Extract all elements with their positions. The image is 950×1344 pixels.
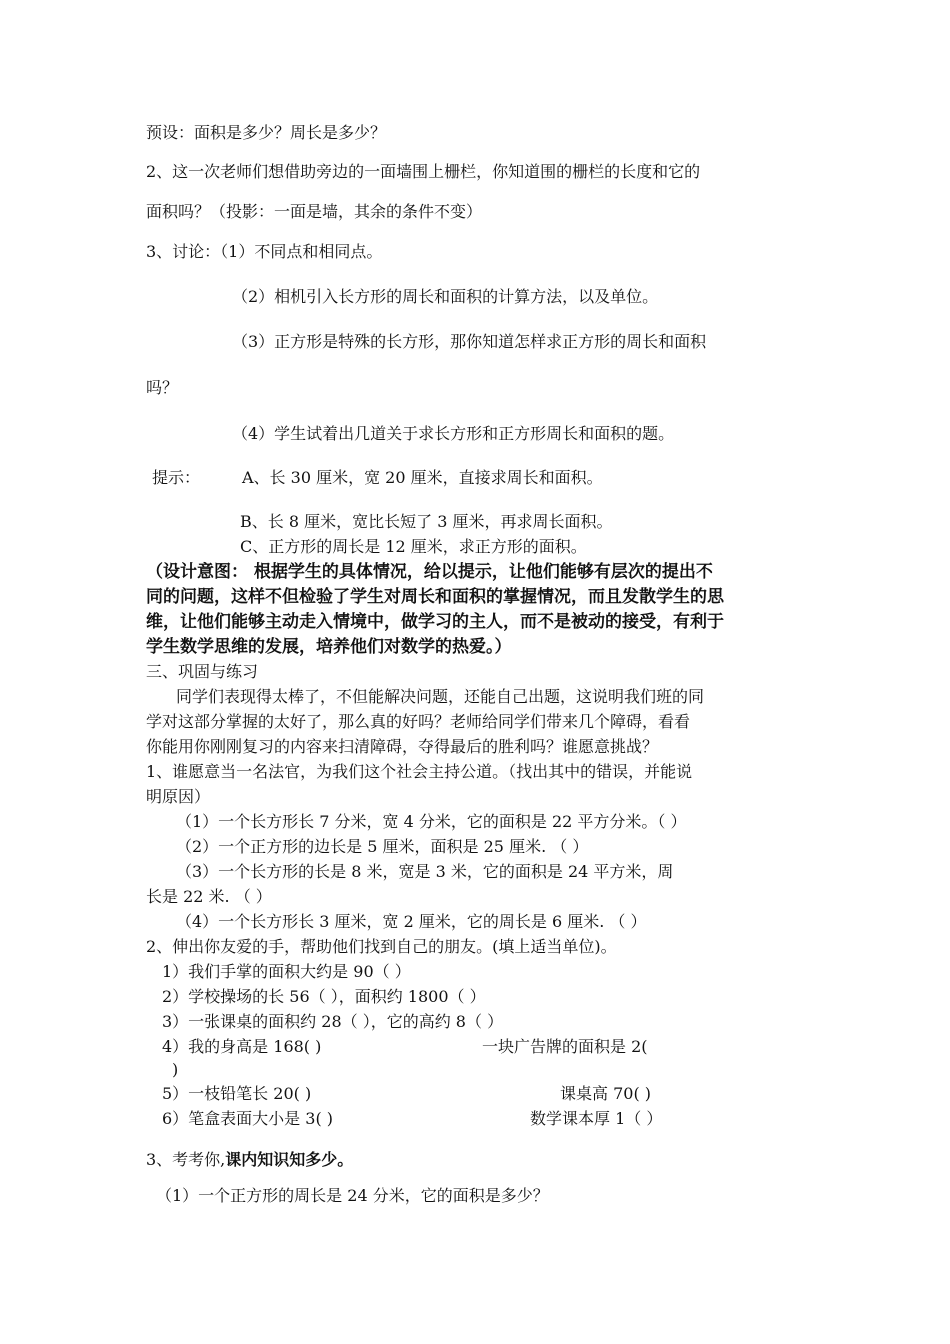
text-line: 你能用你刚刚复习的内容来扫清障碍，夺得最后的胜利吗？谁愿意挑战？ bbox=[146, 737, 659, 756]
text-line: （1）一个正方形的周长是 24 分米，它的面积是多少？ bbox=[156, 1186, 549, 1205]
hint-label: 提示： bbox=[152, 468, 201, 487]
text-line: （3）正方形是特殊的长方形，那你知道怎样求正方形的周长和面积 bbox=[232, 332, 707, 351]
text-line: 2、伸出你友爱的手，帮助他们找到自己的朋友。(填上适当单位)。 bbox=[146, 937, 617, 956]
text-line: 长是 22 米. （ ） bbox=[146, 887, 272, 906]
text-line: （2）相机引入长方形的周长和面积的计算方法，以及单位。 bbox=[232, 287, 659, 306]
text-line: 明原因） bbox=[146, 787, 211, 806]
design-intent-line: 同的问题，这样不但检验了学生对周长和面积的掌握情况，而且发散学生的思 bbox=[146, 587, 724, 607]
text-line: （4）学生试着出几道关于求长方形和正方形周长和面积的题。 bbox=[232, 424, 675, 443]
text-line: C、正方形的周长是 12 厘米，求正方形的面积。 bbox=[240, 537, 587, 556]
text-line: 6）笔盒表面大小是 3( ) bbox=[162, 1109, 334, 1128]
text-line bbox=[146, 1150, 353, 1170]
text-line: （3）一个长方形的长是 8 米，宽是 3 米，它的面积是 24 平方米，周 bbox=[176, 862, 674, 881]
section-heading: 三、巩固与练习 bbox=[146, 662, 259, 681]
text-line: A、长 30 厘米，宽 20 厘米，直接求周长和面积。 bbox=[242, 468, 603, 487]
text-line: （4）一个长方形长 3 厘米，宽 2 厘米，它的周长是 6 厘米. （ ） bbox=[176, 912, 647, 931]
text-line: （1）一个长方形长 7 分米，宽 4 分米，它的面积是 22 平方分米。（ ） bbox=[176, 812, 687, 831]
design-intent-line: （设计意图： 根据学生的具体情况，给以提示，让他们能够有层次的提出不 bbox=[146, 562, 713, 582]
text-line: 同学们表现得太棒了，不但能解决问题，还能自己出题，这说明我们班的同 bbox=[176, 687, 705, 706]
text-line: 3）一张课桌的面积约 28（ ），它的高约 8（ ） bbox=[162, 1012, 504, 1031]
text-line: 学对这部分掌握的太好了，那么真的好吗？老师给同学们带来几个障碍，看看 bbox=[146, 712, 691, 731]
text-line: B、长 8 厘米，宽比长短了 3 厘米，再求周长面积。 bbox=[240, 512, 613, 531]
text-line: 课桌高 70( ) bbox=[560, 1084, 652, 1103]
text-line: 数学课本厚 1（ ） bbox=[530, 1109, 663, 1128]
text-line: 2、这一次老师们想借助旁边的一面墙围上栅栏，你知道围的栅栏的长度和它的 bbox=[146, 162, 701, 181]
text-line: 吗？ bbox=[146, 378, 179, 397]
text-line: 一块广告牌的面积是 2( bbox=[482, 1037, 648, 1056]
text-line: 预设：面积是多少？周长是多少？ bbox=[146, 123, 387, 142]
design-intent-line: 学生数学思维的发展，培养他们对数学的热爱。） bbox=[146, 637, 512, 657]
text-line: 1）我们手掌的面积大约是 90（ ） bbox=[162, 962, 411, 981]
text-line: ) bbox=[172, 1060, 179, 1079]
text-line: 5）一枝铅笔长 20( ) bbox=[162, 1084, 312, 1103]
text-line: 1、谁愿意当一名法官，为我们这个社会主持公道。（找出其中的错误，并能说 bbox=[146, 762, 693, 781]
design-intent-line: 维，让他们能够主动走入情境中，做学习的主人，而不是被动的接受，有利于 bbox=[146, 612, 724, 632]
text-line: （2）一个正方形的边长是 5 厘米，面积是 25 厘米. （ ） bbox=[176, 837, 589, 856]
q3-prefix: 3、考考你, bbox=[146, 1150, 226, 1169]
text-line: 面积吗？（投影：一面是墙，其余的条件不变） bbox=[146, 202, 483, 221]
text-line: 3、讨论：（1）不同点和相同点。 bbox=[146, 242, 383, 261]
text-line: 4）我的身高是 168( ) bbox=[162, 1037, 322, 1056]
text-line: 2）学校操场的长 56（ ），面积约 1800（ ） bbox=[162, 987, 486, 1006]
q3-title: 课内知识知多少。 bbox=[225, 1150, 354, 1169]
